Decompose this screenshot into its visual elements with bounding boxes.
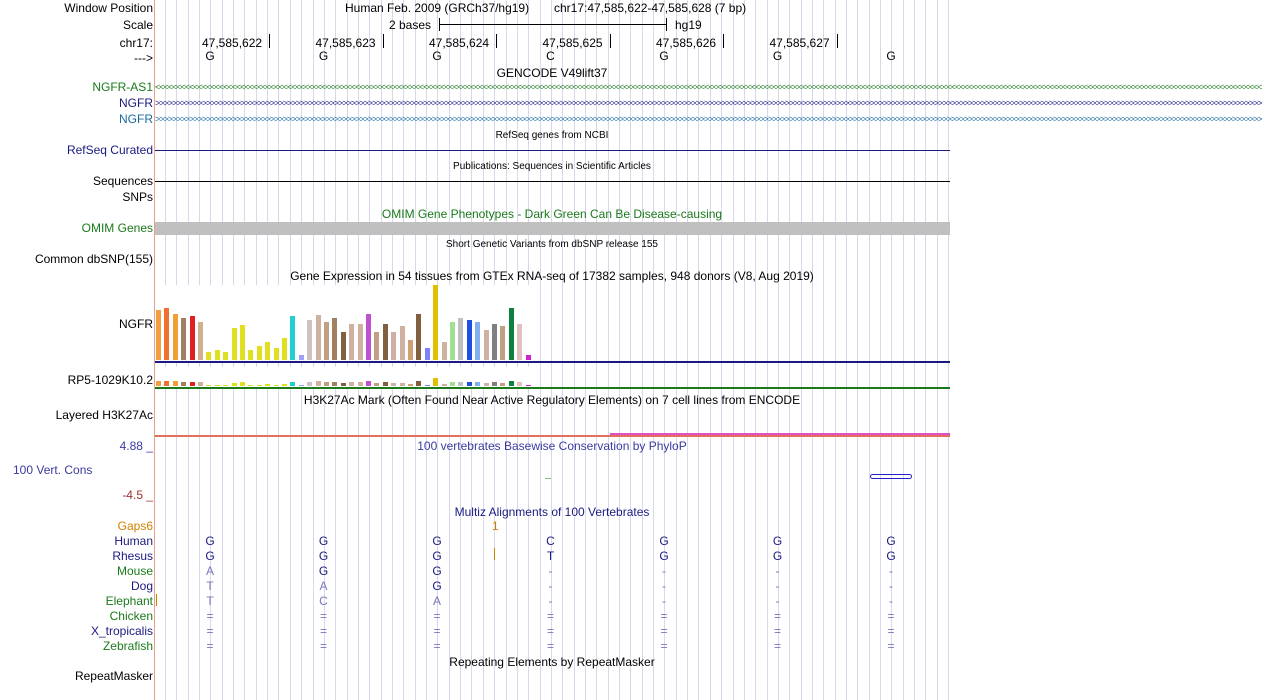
alignment-base: G [772,549,783,563]
gtex-bar-ngfr[interactable] [316,315,321,360]
alignment-base: - [548,594,553,608]
gtex-bar-ngfr[interactable] [299,355,304,360]
ruler-tick [383,34,384,48]
alignment-base: = [319,624,328,638]
alignment-base: - [889,594,893,608]
gtex-bar-ngfr[interactable] [274,348,279,360]
refseq-curated-label[interactable]: RefSeq Curated [66,143,153,157]
alignment-base: = [773,639,782,653]
scale-db: hg19 [675,18,702,32]
alignment-base: G [318,534,329,548]
gtex-bar-rp5[interactable] [484,383,489,386]
gtex-bar-ngfr[interactable] [416,314,421,360]
gtex-bar-rp5[interactable] [425,385,430,386]
ruler-tick-label: 47,585,624 [429,36,490,50]
gtex-bar-rp5[interactable] [173,381,178,386]
gene-label-ngfr[interactable]: NGFR [119,96,153,110]
gtex-bar-ngfr[interactable] [240,325,245,360]
gtex-bar-rp5[interactable] [215,385,220,386]
alignment-base: G [318,564,329,578]
gtex-bar-rp5[interactable] [232,383,237,386]
alignment-base: = [660,624,668,638]
gtex-bar-ngfr[interactable] [408,340,413,360]
sequences-label[interactable]: Sequences [92,174,153,188]
alignment-base: T [206,579,214,593]
alignment-base: = [206,609,214,623]
gtex-bar-rp5[interactable] [223,385,228,386]
alignment-base: - [775,579,780,593]
gtex-bar-rp5[interactable] [316,381,321,386]
ruler-tick-label: 47,585,623 [315,36,376,50]
gtex-bar-rp5[interactable] [248,385,253,386]
alignment-base: G [772,534,783,548]
gtex-bar-rp5[interactable] [442,384,447,386]
alignment-base: G [432,564,442,578]
track-area[interactable] [155,0,1262,700]
gtex-rp5-label[interactable]: RP5-1029K10.2 [67,373,153,387]
gtex-bar-rp5[interactable] [492,382,497,386]
gtex-bar-ngfr[interactable] [190,316,195,360]
gtex-bar-rp5[interactable] [290,382,295,386]
alignment-base: = [206,624,214,638]
alignment-base: - [662,594,666,608]
h3k27ac-title[interactable]: H3K27Ac Mark (Often Found Near Active Regulatory Elements) on 7 cell lines from ENCODE [303,393,801,407]
ruler-tick [610,34,611,48]
h3k27ac-signal-orange [155,435,950,437]
repeatmasker-label[interactable]: RepeatMasker [74,669,153,683]
scale-bar [439,24,667,25]
gtex-bar-rp5[interactable] [164,381,169,386]
gtex-bar-rp5[interactable] [265,384,270,386]
gtex-ngfr-baseline [155,361,950,363]
pubs-title[interactable]: Publications: Sequences in Scientific Articles [453,161,651,172]
alignment-base: = [660,609,668,623]
ruler-tick-label: 47,585,627 [769,36,830,50]
alignment-base: = [887,624,895,638]
species-label[interactable]: Zebrafish [102,639,153,653]
gtex-bar-ngfr[interactable] [156,310,161,360]
gene-ngfr-line-2[interactable]: >>>>>>>>>>>>>>>>>>>>>>>>>>>>>>>>>>>>>>>>>>>>>>>>>>>>>>>>>>>>>>>>>>>>>>>>>>>>>>>>>>>>>>>>>>>>>>>>>>>>>>>>>>>>>>>>>>>>>>>>>>>>>>>>>>>>>>>>>>>>>>>>>>>>>>>>>>>>>>>>>>>>>>>>>>>>>>>>>>>>>>>>>>>>>>>>>>>>>>>>>>>>>>>>>>>>>>>>>>>>>>>>>>>>>>>>>>>>>>>>>>>>>>>>>>>>>>>>>>>> [155,114,1262,124]
alignment-base: = [206,639,214,653]
alignment-base: = [546,639,555,653]
gtex-bar-rp5[interactable] [526,385,531,386]
alignment-base: = [319,609,328,623]
gtex-ngfr-label[interactable]: NGFR [119,317,153,331]
gtex-bar-rp5[interactable] [416,381,421,386]
alignment-base: G [318,549,329,563]
gtex-bar-rp5[interactable] [282,384,287,386]
sequence-base: C [546,49,555,63]
rmsk-title[interactable]: Repeating Elements by RepeatMasker [449,655,655,669]
alignment-base: - [775,594,780,608]
ruler-tick [837,34,838,48]
gtex-bar-rp5[interactable] [257,385,262,386]
alignment-base: G [659,549,669,563]
gtex-bar-ngfr[interactable] [198,322,203,360]
gtex-bar-rp5[interactable] [458,382,463,386]
gtex-bar-ngfr[interactable] [341,332,346,360]
gtex-bar-rp5[interactable] [358,382,363,386]
ruler-tick-label: 47,585,625 [542,36,603,50]
gtex-bar-rp5[interactable] [274,385,279,386]
alignment-base: G [432,534,442,548]
species-label[interactable]: X_tropicalis [90,624,153,638]
alignment-base: = [887,609,895,623]
gtex-bar-ngfr[interactable] [324,322,329,360]
alignment-base: = [319,639,328,653]
alignment-base: = [660,639,668,653]
ruler-tick-label: 47,585,626 [656,36,717,50]
gtex-bar-ngfr[interactable] [248,350,253,360]
gtex-bar-ngfr[interactable] [290,316,295,360]
gencode-title[interactable]: GENCODE V49lift37 [496,66,608,80]
ruler-tick-label: 47,585,622 [202,36,263,50]
gtex-bar-rp5[interactable] [181,382,186,386]
gtex-bar-rp5[interactable] [332,382,337,386]
ruler-tick [269,34,270,48]
alignment-base: = [433,639,441,653]
species-label[interactable]: Rhesus [112,549,153,563]
sequence-base: G [432,49,442,63]
gtex-bar-ngfr[interactable] [492,324,497,360]
alignment-base: G [205,534,215,548]
alignment-base: = [887,639,895,653]
cons-max-label: 4.88 _ [119,439,153,453]
cons-title[interactable]: 100 vertebrates Basewise Conservation by PhyloP [417,439,687,453]
refseq-gene-line[interactable] [155,150,950,151]
gtex-bar-rp5[interactable] [324,382,329,386]
ruler-tick [496,34,497,48]
alignment-base: = [546,609,555,623]
gaps-value: 1 [492,519,499,533]
alignment-base: - [548,564,553,578]
gtex-bar-ngfr[interactable] [164,308,169,360]
cons-ellipse [870,474,912,479]
dbsnp-label[interactable]: Common dbSNP(155) [34,252,153,266]
omim-genes-label[interactable]: OMIM Genes [81,221,153,235]
gtex-bar-rp5[interactable] [500,383,505,386]
alignment-base: - [662,579,666,593]
gaps-label: Gaps6 [117,519,153,533]
chrom-label: chr17: [119,36,153,50]
gtex-bar-ngfr[interactable] [374,332,379,360]
gtex-bar-ngfr[interactable] [433,285,438,360]
alignment-base: - [548,579,553,593]
gtex-bar-rp5[interactable] [408,384,413,386]
gtex-bar-ngfr[interactable] [467,320,472,360]
gtex-bar-ngfr[interactable] [458,318,463,360]
gtex-bar-rp5[interactable] [467,382,472,386]
species-label[interactable]: Mouse [116,564,153,578]
gene-label-ngfr-as1[interactable]: NGFR-AS1 [92,80,153,94]
window-position-label: Window Position [64,1,153,15]
assembly-title: Human Feb. 2009 (GRCh37/hg19) [345,1,530,15]
sequence-base: G [318,49,329,63]
gtex-bar-rp5[interactable] [299,385,304,386]
omim-title[interactable]: OMIM Gene Phenotypes - Dark Green Can Be Disease-causing [381,207,723,221]
gtex-bar-rp5[interactable] [341,383,346,386]
alignment-base: - [889,564,893,578]
alignment-base: G [432,579,442,593]
gtex-bar-rp5[interactable] [206,385,211,386]
alignment-base: - [662,564,666,578]
gtex-bar-ngfr[interactable] [526,355,531,360]
alignment-base: G [659,534,669,548]
scale-bar-tick-left [439,18,440,31]
gtex-bar-ngfr[interactable] [400,326,405,360]
gtex-bar-ngfr[interactable] [215,350,220,360]
gtex-bar-ngfr[interactable] [349,324,354,360]
position-readout: chr17:47,585,622-47,585,628 (7 bp) [554,1,747,15]
sequence-base: G [659,49,669,63]
alignment-base: - [775,564,780,578]
gtex-bar-rp5[interactable] [349,382,354,386]
alignment-base: T [206,594,214,608]
sequence-base: G [886,49,896,63]
alignment-base: G [886,534,896,548]
gtex-bar-ngfr[interactable] [332,318,337,360]
cons-mark [545,478,551,479]
gtex-bar-ngfr[interactable] [206,352,211,360]
alignment-base: = [433,609,441,623]
gtex-bar-ngfr[interactable] [383,324,388,360]
gtex-bar-rp5[interactable] [517,382,522,386]
gtex-bar-ngfr[interactable] [173,314,178,360]
gtex-bar-ngfr[interactable] [307,320,312,360]
gtex-bar-ngfr[interactable] [366,314,371,360]
scale-bar-tick-right [666,18,667,31]
species-label[interactable]: Dog [130,579,153,593]
gtex-bar-ngfr[interactable] [517,324,522,360]
omim-bar[interactable] [155,222,950,235]
alignment-base: G [205,549,215,563]
gtex-bar-rp5[interactable] [198,382,203,386]
gtex-bar-ngfr[interactable] [500,326,505,360]
strand-label: ---> [134,51,153,65]
alignment-base: = [773,609,782,623]
gtex-bar-ngfr[interactable] [282,338,287,360]
h3k27ac-signal-magenta [610,433,950,435]
alignment-base: C [319,594,328,608]
gtex-bar-rp5[interactable] [433,378,438,386]
gtex-bar-rp5[interactable] [240,382,245,386]
alignment-base: T [546,549,555,563]
alignment-base: G [886,549,896,563]
gene-label-ngfr-2[interactable]: NGFR [119,112,153,126]
gtex-bar-rp5[interactable] [307,382,312,386]
pubs-line[interactable] [155,181,950,182]
dbsnp-title[interactable]: Short Genetic Variants from dbSNP release 155 [446,239,658,250]
alignment-base: A [432,594,442,608]
gtex-bar-ngfr[interactable] [442,342,447,360]
gtex-rp5-baseline [155,387,950,389]
sequence-base: G [205,49,215,63]
gtex-bar-ngfr[interactable] [181,318,186,360]
gtex-bar-rp5[interactable] [400,383,405,386]
gtex-bar-rp5[interactable] [509,381,514,386]
gtex-bar-rp5[interactable] [366,381,371,386]
elephant-gap-mark [156,594,157,606]
species-label[interactable]: Elephant [105,594,153,608]
species-label[interactable]: Chicken [109,609,153,623]
snps-label[interactable]: SNPs [122,190,153,204]
alignment-base: C [546,534,555,548]
scale-text: 2 bases [389,18,432,32]
alignment-base: = [773,624,782,638]
gtex-bar-rp5[interactable] [475,382,480,386]
gene-ngfr-line[interactable]: >>>>>>>>>>>>>>>>>>>>>>>>>>>>>>>>>>>>>>>>>>>>>>>>>>>>>>>>>>>>>>>>>>>>>>>>>>>>>>>>>>>>>>>>>>>>>>>>>>>>>>>>>>>>>>>>>>>>>>>>>>>>>>>>>>>>>>>>>>>>>>>>>>>>>>>>>>>>>>>>>>>>>>>>>>>>>>>>>>>>>>>>>>>>>>>>>>>>>>>>>>>>>>>>>>>>>>>>>>>>>>>>>>>>>>>>>>>>>>>>>>>>>>>>>>>>>>>>>>>> [155,98,1262,108]
alignment-base: A [205,564,215,578]
gtex-bar-rp5[interactable] [190,382,195,386]
gtex-bar-rp5[interactable] [156,381,161,386]
gtex-bar-rp5[interactable] [374,383,379,386]
gtex-bar-ngfr[interactable] [450,322,455,360]
gtex-bar-ngfr[interactable] [391,332,396,360]
gtex-bar-rp5[interactable] [450,382,455,386]
gtex-bar-rp5[interactable] [383,382,388,386]
gtex-bar-ngfr[interactable] [509,308,514,360]
h3k27ac-label[interactable]: Layered H3K27Ac [55,408,153,422]
gtex-bar-ngfr[interactable] [257,346,262,360]
gtex-bar-ngfr[interactable] [475,322,480,360]
gene-ngfr-as1-line[interactable]: <<<<<<<<<<<<<<<<<<<<<<<<<<<<<<<<<<<<<<<<<<<<<<<<<<<<<<<<<<<<<<<<<<<<<<<<<<<<<<<<<<<<<<<<<<<<<<<<<<<<<<<<<<<<<<<<<<<<<<<<<<<<<<<<<<<<<<<<<<<<<<<<<<<<<<<<<<<<<<<<<<<<<<<<<<<<<<<<<<<<<<<<<<<<<<<<<<<<<<<<<<<<<<<<<<<<<<<<<<<<<<<<<<<<<<<<<<<<<<<<<<<<<<<<<<<<<<<<<<<< [155,82,1262,92]
gtex-bar-ngfr[interactable] [358,324,363,360]
cons-track-label[interactable]: 100 Vert. Cons [13,463,93,477]
rhesus-gap-mark [494,548,495,560]
multiz-title[interactable]: Multiz Alignments of 100 Vertebrates [454,505,650,519]
gtex-title[interactable]: Gene Expression in 54 tissues from GTEx RNA-seq of 17382 samples, 948 donors (V8, Aug 2019) [290,269,814,283]
alignment-base: A [319,579,328,593]
gtex-bar-ngfr[interactable] [484,330,489,360]
gtex-bar-rp5[interactable] [391,383,396,386]
gtex-bar-ngfr[interactable] [223,352,228,360]
alignment-base: = [546,624,555,638]
refseq-title[interactable]: RefSeq genes from NCBI [495,130,609,141]
gtex-bar-ngfr[interactable] [425,348,430,360]
species-label[interactable]: Human [114,534,153,548]
cons-min-label: -4.5 _ [122,488,153,502]
alignment-base: = [433,624,441,638]
gtex-bar-ngfr[interactable] [265,342,270,360]
alignment-base: - [889,579,893,593]
gtex-bar-ngfr[interactable] [232,328,237,360]
scale-label: Scale [122,18,153,32]
sequence-base: G [772,49,783,63]
ruler-tick [723,34,724,48]
alignment-base: G [432,549,442,563]
